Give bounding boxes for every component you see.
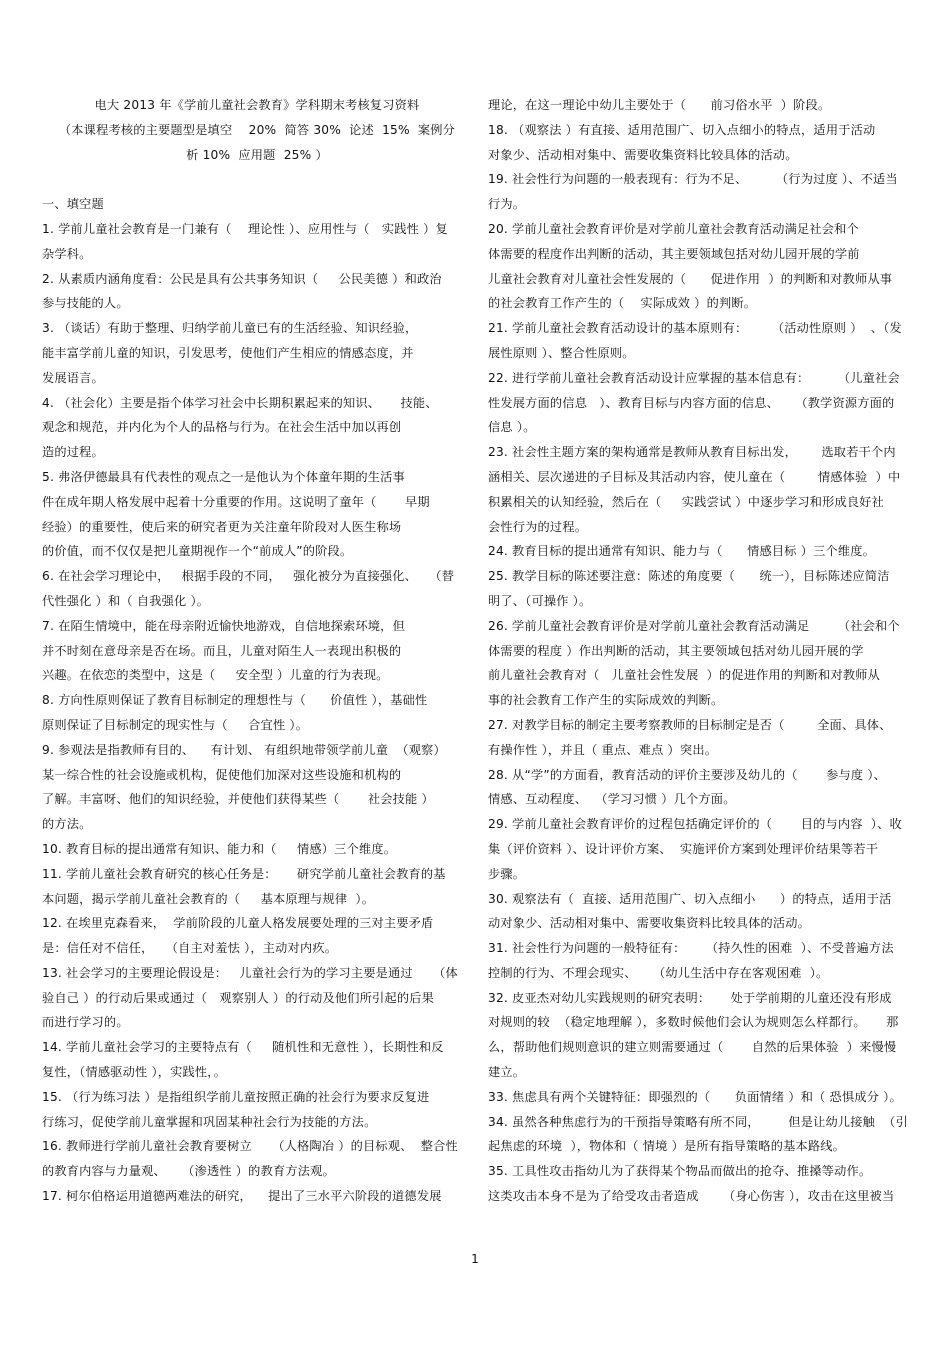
left-text-line: （本课程考核的主要题型是填空 20% 简答 30% 论述 15% 案例分: [58, 122, 456, 137]
left-text-line: 复性，（情感驱动性 ），实践性，。: [42, 1065, 226, 1080]
right-text-line: 26. 学前儿童社会教育评价是对学前儿童社会教育活动满足 （社会和个: [488, 618, 900, 633]
right-text-line: 18. （观察法 ）有直接、适用范围广、切入点细小的特点，适用于活动: [488, 122, 876, 137]
left-text-line: 杂学科。: [42, 246, 92, 261]
left-text-line: 12. 在埃里克森看来， 学前阶段的儿童人格发展要处理的三对主要矛盾: [42, 916, 434, 931]
right-text-line: 19. 社会性行为问题的一般表现有：行为不足、 （行为过度 ）、不适当: [488, 172, 898, 187]
left-text-line: 行练习，促使学前儿童掌握和巩固某种社会行为技能的方法。: [42, 1114, 377, 1129]
left-text-line: 6. 在社会学习理论中， 根据手段的不同， 强化被分为直接强化、 （替: [42, 569, 455, 584]
left-text-line: 观念和规范，并内化为个人的品格与行为。在社会生活中加以再创: [42, 420, 402, 435]
right-text-line: 28. 从“学”的方面看，教育活动的评价主要涉及幼儿的（ 参与度 ）、: [488, 767, 887, 782]
right-text-line: 35. 工具性攻击指幼儿为了获得某个物品而做出的抢夺、推搡等动作。: [488, 1164, 872, 1179]
left-text-line: 造的过程。: [42, 445, 104, 460]
right-text-line: 控制的行为、不理会现实、 （幼儿生活中存在客观困难 ）。: [488, 965, 829, 980]
left-text-line: 的价值，而不仅仅是把儿童期视作一个“前成人”的阶段。: [42, 544, 353, 559]
left-text-line: 15. （行为练习法 ）是指组织学前儿童按照正确的社会行为要求反复进: [42, 1089, 430, 1104]
left-text-line: 电大 2013 年《学前儿童社会教育》学科期末考核复习资料: [94, 98, 420, 112]
left-text-line: [42, 167, 472, 192]
right-text-line: 会性行为的过程。: [488, 519, 588, 534]
right-text-line: 么，帮助他们规则意识的建立则需要通过（ 自然的后果体验 ）来慢慢: [488, 1040, 897, 1055]
right-text-line: 25. 教学目标的陈述要注意：陈述的角度要（ 统一），目标陈述应简洁: [488, 569, 890, 584]
left-text-line: 10. 教育目标的提出通常有知识、能力和（ 情感）三个维度。: [42, 841, 397, 856]
left-text-line: 件在成年期人格发展中起着十分重要的作用。这说明了童年（ 早期: [42, 494, 430, 509]
right-text-line: 行为。: [488, 197, 526, 212]
right-text-line: 29. 学前儿童社会教育评价的过程包括确定评价的（ 目的与内容 ）、收: [488, 817, 902, 832]
right-text-line: 20. 学前儿童社会教育评价是对学前儿童社会教育活动满足社会和个: [488, 221, 859, 236]
right-text-line: 涵相关、层次递进的子目标及其活动内容，使儿童在（ 情感体验 ）中: [488, 469, 901, 484]
right-text-line: 步骤。: [488, 866, 526, 881]
right-text-line: 集（评价资料 ）、设计评价方案、 实施评价方案到处理评价结果等若干: [488, 841, 879, 856]
left-text-line: 本问题，揭示学前儿童社会教育的（ 基本原理与规律 ）。: [42, 891, 375, 906]
right-text-line: 21. 学前儿童社会教育活动设计的基本原则有： （活动性原则 ） 、（发: [488, 321, 902, 336]
right-text-line: 23. 社会性主题方案的架构通常是教师从教育目标出发， 选取若干个内: [488, 445, 896, 460]
right-text-line: 33. 焦虑具有两个关键特征：即强烈的（ 负面情绪 ）和（ 恐惧成分 ）。: [488, 1089, 902, 1104]
right-text-line: 34. 虽然各种焦虑行为的干预指导策略有所不同， 但是让幼儿接触 （引: [488, 1114, 908, 1129]
right-text-line: 展性原则 ）、整合性原则。: [488, 345, 635, 360]
page-number: 1: [471, 1252, 479, 1266]
left-text-line: 8. 方向性原则保证了教育目标制定的理想性与（ 价值性 ），基础性: [42, 693, 428, 708]
left-text-line: 一、填空题: [42, 197, 104, 212]
right-text-line: 性发展方面的信息 ）、教育目标与内容方面的信息、 （教学资源方面的: [488, 395, 895, 410]
right-text-line: 理论，在这一理论中幼儿主要处于（ 前习俗水平 ）阶段。: [488, 98, 831, 112]
left-text-line: 代性强化 ）和（ 自我强化 ）。: [42, 593, 210, 608]
right-text-line: 32. 皮亚杰对幼儿实践规则的研究表明： 处于学前期的儿童还没有形成: [488, 990, 892, 1005]
right-text-line: 体需要的程度 ）作出判断的活动，其主要领域包括对幼儿园开展的学: [488, 643, 864, 658]
left-text-line: 的方法。: [42, 817, 92, 832]
left-text-line: 7. 在陌生情境中，能在母亲附近愉快地游戏，自信地探索环境，但: [42, 618, 405, 633]
right-text-line: 情感、互动程度、 （学习习惯 ）几个方面。: [488, 792, 736, 807]
right-text-line: 建立。: [488, 1065, 526, 1080]
left-text-line: 16. 教师进行学前儿童社会教育要树立 （人格陶冶 ）的目标观、 整合性: [42, 1139, 458, 1154]
right-text-line: 起焦虑的环境 ），物体和（ 情境 ）是所有指导策略的基本路线。: [488, 1139, 846, 1154]
left-text-line: 17. 柯尔伯格运用道德两难法的研究， 提出了三水平六阶段的道德发展: [42, 1189, 442, 1204]
left-text-line: 经验）的重要性，使后来的研究者更为关注童年阶段对人医生称场: [42, 519, 402, 534]
left-text-line: 13. 社会学习的主要理论假设是： 儿童社会行为的学习主要是通过 （体: [42, 965, 458, 980]
left-text-line: 9. 参观法是指教师有目的、 有计划、 有组织地带领学前儿童 （观察）: [42, 742, 446, 757]
left-text-line: 参与技能的人。: [42, 296, 129, 311]
right-text-line: 31. 社会性行为问题的一般特征有： （持久性的困难 ）、不受普遍方法: [488, 941, 894, 956]
right-text-line: 有操作性 ），并且（ 重点、难点 ）突出。: [488, 742, 718, 757]
right-text-line: 明了、（可操作 ）。: [488, 593, 592, 608]
right-text-line: 信息 ）。: [488, 420, 536, 435]
left-text-line: 兴趣。在依恋的类型中，这是（ 安全型 ）儿童的行为表现。: [42, 668, 389, 683]
right-text-line: 的社会教育工作产生的（ 实际成效 ）的判断。: [488, 296, 757, 311]
right-text-line: 对象少、活动相对集中、需要收集资料比较具体的活动。: [488, 147, 798, 162]
left-text-line: 14. 学前儿童社会学习的主要特点有（ 随机性和无意性 ），长期性和反: [42, 1040, 444, 1055]
left-text-line: 1. 学前儿童社会教育是一门兼有（ 理论性 ）、应用性与（ 实践性 ）复: [42, 221, 448, 236]
right-text-line: 24. 教育目标的提出通常有知识、能力与（ 情感目标 ）三个维度。: [488, 544, 876, 559]
left-column: [42, 93, 472, 1209]
right-text-line: 动对象少、活动相对集中、需要收集资料比较具体的活动。: [488, 916, 811, 931]
right-text-line: 30. 观察法有（ 直接、适用范围广、切入点细小 ）的特点，适用于活: [488, 891, 892, 906]
left-text-line: 了解。丰富呀、他们的知识经验，并使他们获得某些（ 社会技能 ）: [42, 792, 434, 807]
right-text-line: 积累相关的认知经验，然后在（ 实践尝试 ）中逐步学习和形成良好社: [488, 494, 885, 509]
left-text-line: 11. 学前儿童社会教育研究的核心任务是： 研究学前儿童社会教育的基: [42, 866, 446, 881]
left-text-line: 并不时刻在意母亲是否在场。而且，儿童对陌生人一表现出积极的: [42, 643, 402, 658]
left-text-line: 的教育内容与力量观、 （渗透性 ）的教育方法观。: [42, 1164, 335, 1179]
right-text-line: 22. 进行学前儿童社会教育活动设计应掌握的基本信息有： （儿童社会: [488, 370, 900, 385]
right-text-line: 这类攻击本身不是为了给受攻击者造成 （身心伤害 ），攻击在这里被当: [488, 1189, 895, 1204]
left-text-line: 3. （谈话）有助于整理、归纳学前儿童已有的生活经验、知识经验，: [42, 321, 418, 336]
left-text-line: 是：信任对不信任， （自主对羞怯 ），主动对内疚。: [42, 941, 338, 956]
right-column: [488, 93, 920, 1209]
left-text-line: 能丰富学前儿童的知识，引发思考，使他们产生相应的情感态度，并: [42, 345, 414, 360]
left-text-line: 而进行学习的。: [42, 1015, 129, 1030]
right-text-line: 事的社会教育工作产生的实际成效的判断。: [488, 693, 724, 708]
right-text-line: 儿童社会教育对儿童社会性发展的（ 促进作用 ）的判断和对教师从事: [488, 271, 893, 286]
left-text-line: 析 10% 应用题 25% ）: [186, 147, 328, 162]
left-text-line: 2. 从素质内涵角度看：公民是具有公共事务知识（ 公民美德 ）和政治: [42, 271, 442, 286]
left-text-line: 验自己 ）的行动后果或通过（ 观察别人 ）的行动及他们所引起的后果: [42, 990, 434, 1005]
left-text-line: 4. （社会化）主要是指个体学习社会中长期积累起来的知识、 技能、: [42, 395, 438, 410]
right-text-line: 体需要的程度作出判断的活动，其主要领域包括对幼儿园开展的学前: [488, 246, 860, 261]
right-text-line: 对规则的较 （稳定地理解 ），多数时候他们会认为规则怎么样都行。 那: [488, 1015, 899, 1030]
left-text-line: 某一综合性的社会设施或机构，促使他们加深对这些设施和机构的: [42, 767, 402, 782]
left-text-line: 5. 弗洛伊德最具有代表性的观点之一是他认为个体童年期的生活事: [42, 469, 405, 484]
left-text-line: 原则保证了目标制定的现实性与（ 合宜性 ）。: [42, 717, 309, 732]
right-text-line: 27. 对教学目标的制定主要考察教师的目标制定是否（ 全面、具体、: [488, 717, 892, 732]
right-text-line: 前儿童社会教育对（ 儿童社会性发展 ）的促进作用的判断和对教师从: [488, 668, 880, 683]
left-text-line: 发展语言。: [42, 370, 104, 385]
